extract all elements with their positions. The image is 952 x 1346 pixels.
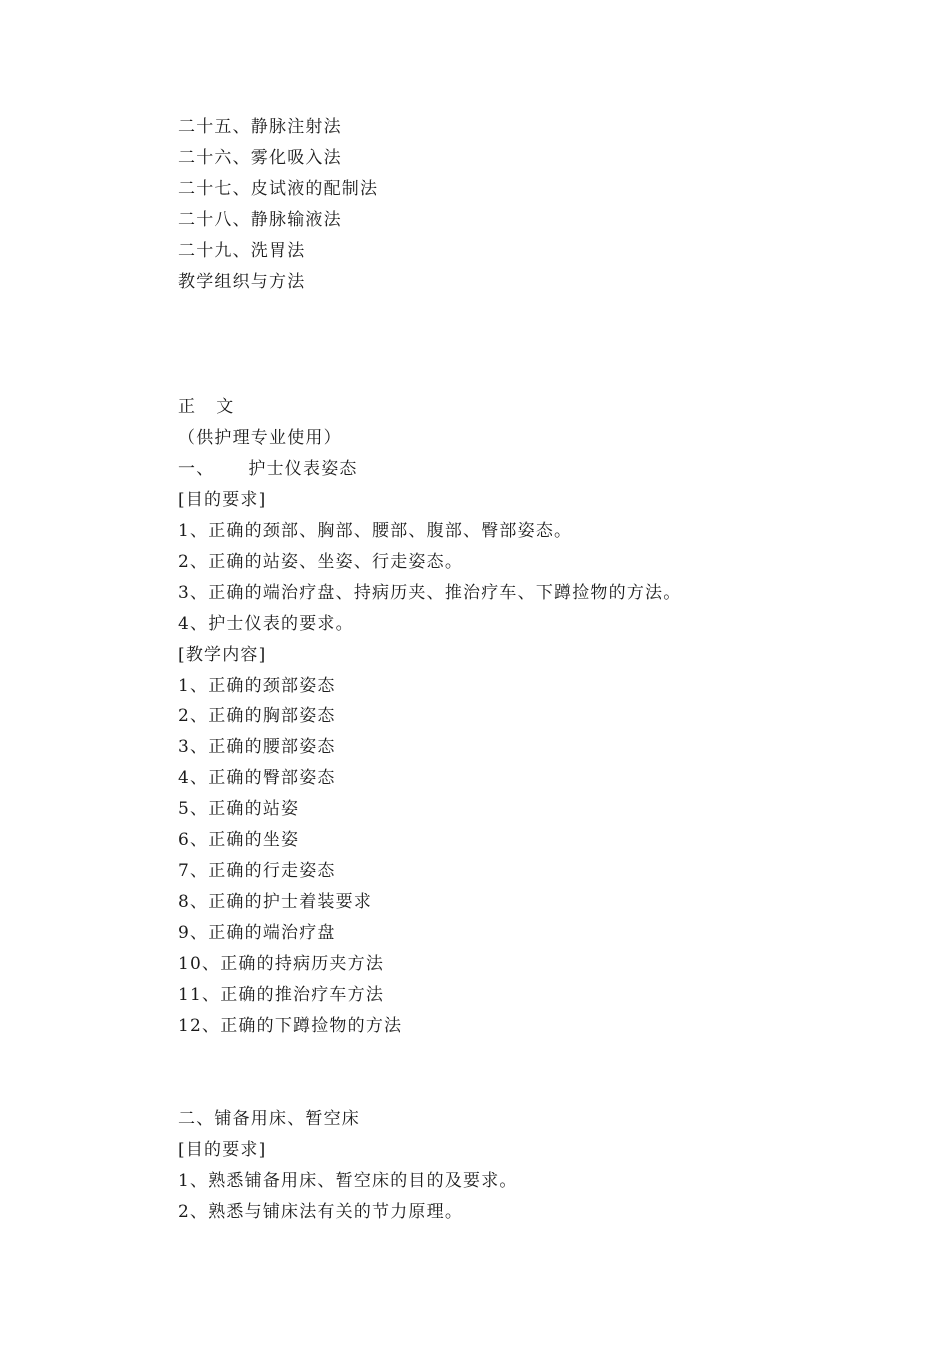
section2-goals-label: [目的要求] bbox=[178, 1140, 267, 1160]
section1-content-item: 10、正确的持病历夹方法 bbox=[178, 954, 385, 974]
section1-content-label: [教学内容] bbox=[178, 645, 267, 665]
section1-title: 护士仪表姿态 bbox=[248, 459, 358, 479]
section2-goal: 2、熟悉与铺床法有关的节力原理。 bbox=[178, 1202, 464, 1222]
section1-content-item: 6、正确的坐姿 bbox=[178, 830, 300, 850]
section1-content-item: 9、正确的端治疗盘 bbox=[178, 923, 336, 943]
section1-goal: 4、护士仪表的要求。 bbox=[178, 614, 354, 634]
toc-item: 二十八、静脉输液法 bbox=[178, 210, 342, 230]
toc-item: 二十九、洗胃法 bbox=[178, 241, 306, 261]
section1-content-item: 2、正确的胸部姿态 bbox=[178, 706, 336, 726]
section1-goals-label: [目的要求] bbox=[178, 490, 267, 510]
section1-content-item: 5、正确的站姿 bbox=[178, 799, 300, 819]
section1-content-item: 8、正确的护士着装要求 bbox=[178, 892, 373, 912]
toc-item: 二十五、静脉注射法 bbox=[178, 117, 342, 137]
section1-content-item: 7、正确的行走姿态 bbox=[178, 861, 336, 881]
section1-goal: 2、正确的站姿、坐姿、行走姿态。 bbox=[178, 552, 464, 572]
toc-item: 教学组织与方法 bbox=[178, 272, 306, 292]
body-subtitle: （供护理专业使用） bbox=[178, 428, 342, 448]
toc-item: 二十六、雾化吸入法 bbox=[178, 148, 342, 168]
section2-goal: 1、熟悉铺备用床、暂空床的目的及要求。 bbox=[178, 1171, 518, 1191]
body-title-left: 正 bbox=[178, 397, 197, 417]
section1-goal: 3、正确的端治疗盘、持病历夹、推治疗车、下蹲捡物的方法。 bbox=[178, 583, 682, 603]
section1-content-item: 4、正确的臀部姿态 bbox=[178, 768, 336, 788]
section2-heading: 二、铺备用床、暂空床 bbox=[178, 1109, 360, 1129]
section1-number: 一、 bbox=[178, 459, 215, 479]
section1-content-item: 1、正确的颈部姿态 bbox=[178, 676, 336, 696]
body-title-right: 文 bbox=[216, 397, 235, 417]
toc-item: 二十七、皮试液的配制法 bbox=[178, 179, 379, 199]
section1-goal: 1、正确的颈部、胸部、腰部、腹部、臀部姿态。 bbox=[178, 521, 573, 541]
section1-content-item: 12、正确的下蹲捡物的方法 bbox=[178, 1016, 403, 1036]
section1-heading bbox=[178, 459, 358, 479]
body-title bbox=[178, 397, 234, 417]
section1-content-item: 3、正确的腰部姿态 bbox=[178, 737, 336, 757]
section1-content-item: 11、正确的推治疗车方法 bbox=[178, 985, 385, 1005]
